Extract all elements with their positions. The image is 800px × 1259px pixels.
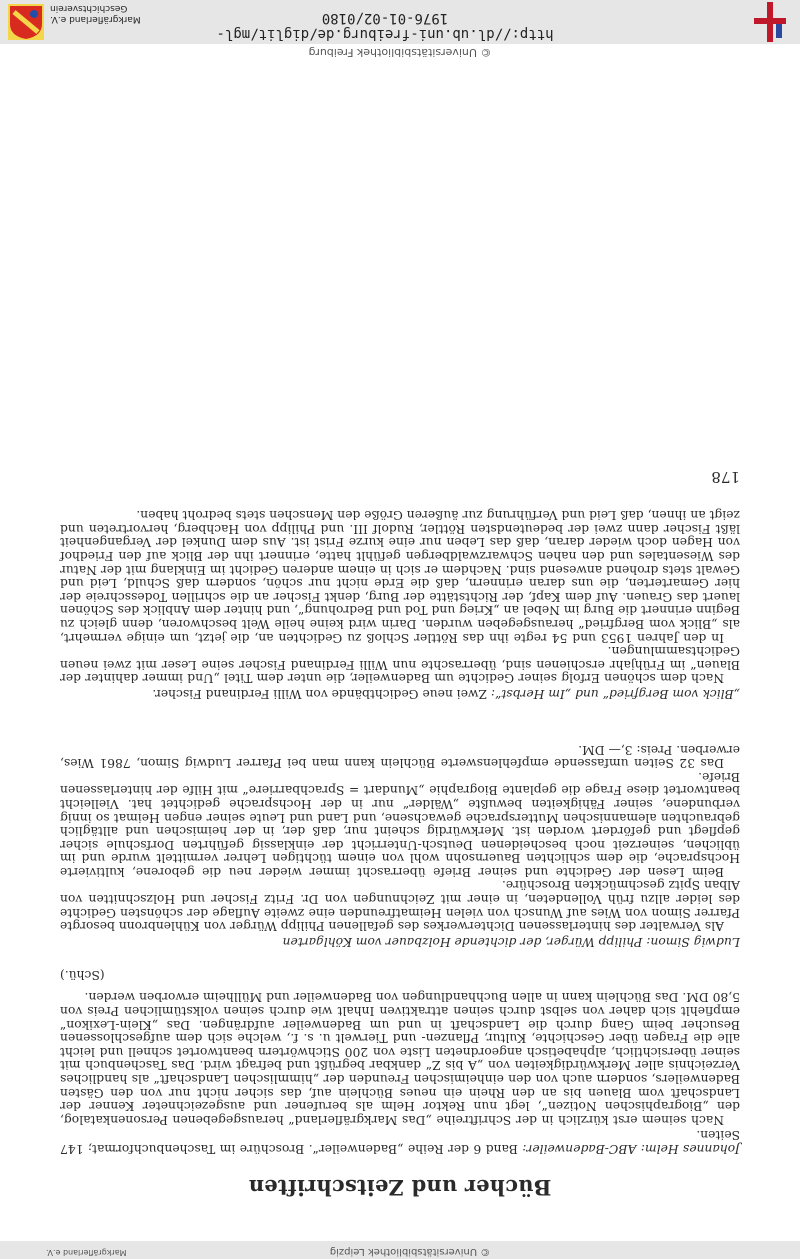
review-paragraph: Nach dem schönen Erfolg seiner Gedichte um Badenweiler, die unter dem Titel „Und immer dahinter der Blauen“ im Frühjahr erschienen sind, überraschte nun Willi Ferdinand Fischer seine Leser mit zwei neuen Gedichtsammlungen. — [60, 644, 740, 686]
review-paragraph: Beim Lesen der Gedichte und seiner Briefe überrascht immer wieder neu die geborene, kultivierte Hochsprache, die dem schlichten Bauernsohn wohl von einem tüchtigen Lehrer vermittelt wurde und im üblichen, seinerzeit noch bescheidenen Deutsch-Unterricht der einklassig geführten Dorfschule sicher gepflegt und gefördert worden ist. Merkwürdig scheint nur, daß der, in der heimischen und alltäglich gebrauchten alemannischen Muttersprache gewachsene, und Land und Leute seiner engen Heimat so innig verbundene, seiner Fähigkeiten bewußte „Wälder“ nur in der Hochsprache gedichtet hat. Vielleicht beantwortet diese Frage die geplante Biographie „Mundart = Sprachbarriere“ mit Hilfe der hinterlassenen Briefe. — [60, 769, 740, 879]
review-paragraph: Nach seinem erst kürzlich in der Schriftreihe „Das Markgräflerland“ herausgegebenen Personenkatalog, den „Biographischen Notizen“, legt nun Rektor Helm als berufener und ausgezeichneter Kenner der Landschaft vom Blauen bis an den Rhein ein neues Büchlein auf, das sicher nicht nur von den Gästen Badenweilers, sondern auch von den einheimischen Freunden der „himmlischen Landschaft“ als handliches Verzeichnis aller Merkwürdigkeiten von „A bis Z“ dankbar begrüßt und befragt wird. Das Taschenbuch mit seiner übersichtlich, alphabetisch angeordneten Liste von 200 Stichwörtern beantwortet schnell und leicht alle die Fragen über Geschichte, Kultur, Pflanzen- und Tierwelt u. s. f., welche sich dem aufgeschlossenen Besucher beim Gang durch die Landschaft in und um Badenweiler aufdrängen. Das „Klein-Lexikon“ empfiehlt sich daher von selbst durch seinen attraktiven Inhalt wie durch seinen volkstümlichen Preis von 5,80 DM. Das Büchlein kann in allen Buchhandlungen von Badenweiler und Müllheim erworben werden. — [60, 990, 740, 1127]
review-paragraph: Das 32 Seiten umfassende empfehlenswerte Büchlein kann man bei Pfarrer Ludwig Simon, 7861 Wies, erwerben. Preis: 3,— DM. — [60, 742, 740, 771]
review-heading: „Blick vom Bergfried“ und „Im Herbst“: Zwei neue Gedichtbände von Willi Ferdinand Fischer. — [152, 686, 740, 701]
review-paragraph: Als Verwalter des hinterlassenen Dichterwerkes des gefallenen Philipp Würger von Kühlenbronn besorgte Pfarrer Simon von Wies auf Wunsch von vielen Heimatfreunden eine zweite Auflage der schönsten Gedichte des leider allzu früh Vollendeten, in einer mit Zeichnungen von Dr. Fritz Fischer und Holzschnitten von Alban Spitz geschmückten Broschüre. — [60, 878, 740, 934]
copyright-top: © Universitätsbibliothek Freiburg — [308, 46, 492, 59]
page-number: 178 — [711, 467, 740, 486]
section-title: Bücher und Zeitschriften — [248, 1175, 552, 1200]
university-library-mark-icon — [750, 2, 790, 42]
review-heading: Ludwig Simon: Philipp Würger, der dichtende Holzbauer vom Köhlgarten — [282, 934, 740, 949]
logo-text: Markgräflerland e.V. Geschichtsverein — [50, 3, 141, 24]
copyright-bottom: © Universitätsbibliothek Leipzig — [329, 1246, 491, 1257]
scanned-page — [60, 180, 740, 1200]
bottom-logo-text: Markgräflerland e.V. — [46, 1248, 127, 1257]
document-url[interactable]: http://dl.ub.uni-freiburg.de/diglit/mgl-1976-01-02/0180 — [216, 10, 554, 42]
geschichtsverein-logo-icon — [8, 4, 44, 40]
review-heading: Johannes Helm: ABC-Badenweiler: Band 6 der Reihe „Badenweiler“. Broschüre im Taschenbuchformat; 147 Seiten. — [60, 1128, 740, 1156]
review-signature: (Schü.) — [60, 967, 105, 982]
top-bar — [0, 0, 800, 44]
review-paragraph: In den Jahren 1953 und 54 regte ihn das Röttler Schloß zu Gedichten an, die jetzt, um einige vermehrt, als „Blick vom Bergfried“ herausgegeben wurden. Darin wird keine heile Welt beschworen, denn gleich zu Beginn erinnert die Burg im Nebel an „Krieg und Tod und Bedrohung“, und hinter dem Anblick des Schönen lauert das Grauen. Auf dem Kapf, der Richtstätte der Burg, denkt Fischer an die schrillen Todesschreie der hier Gemarterten, die uns daran erinnern, daß die Erde nicht nur schön, sondern daß Schuld, Leid und Gewalt stets drohend anwesend sind. Nachdem er sich in einem anderen Gedicht im Einklang mit der Natur des Wiesentales und den nahen Schwarzwaldbergen gefühlt hatte, erinnert ihn der Blick auf den Friedhof von Hagen doch wieder daran, daß das Leben nur eine kurze Frist ist. Aus dem Dunkel der Vergangenheit läßt Fischer dann zwei der bedeutendsten Röttler, Rudolf III. und Philipp von Hachberg, hervortreten und zeigt an ihnen, daß Leid und Verführung zur äußeren Größe den Menschen stets bedroht haben. — [60, 508, 740, 645]
